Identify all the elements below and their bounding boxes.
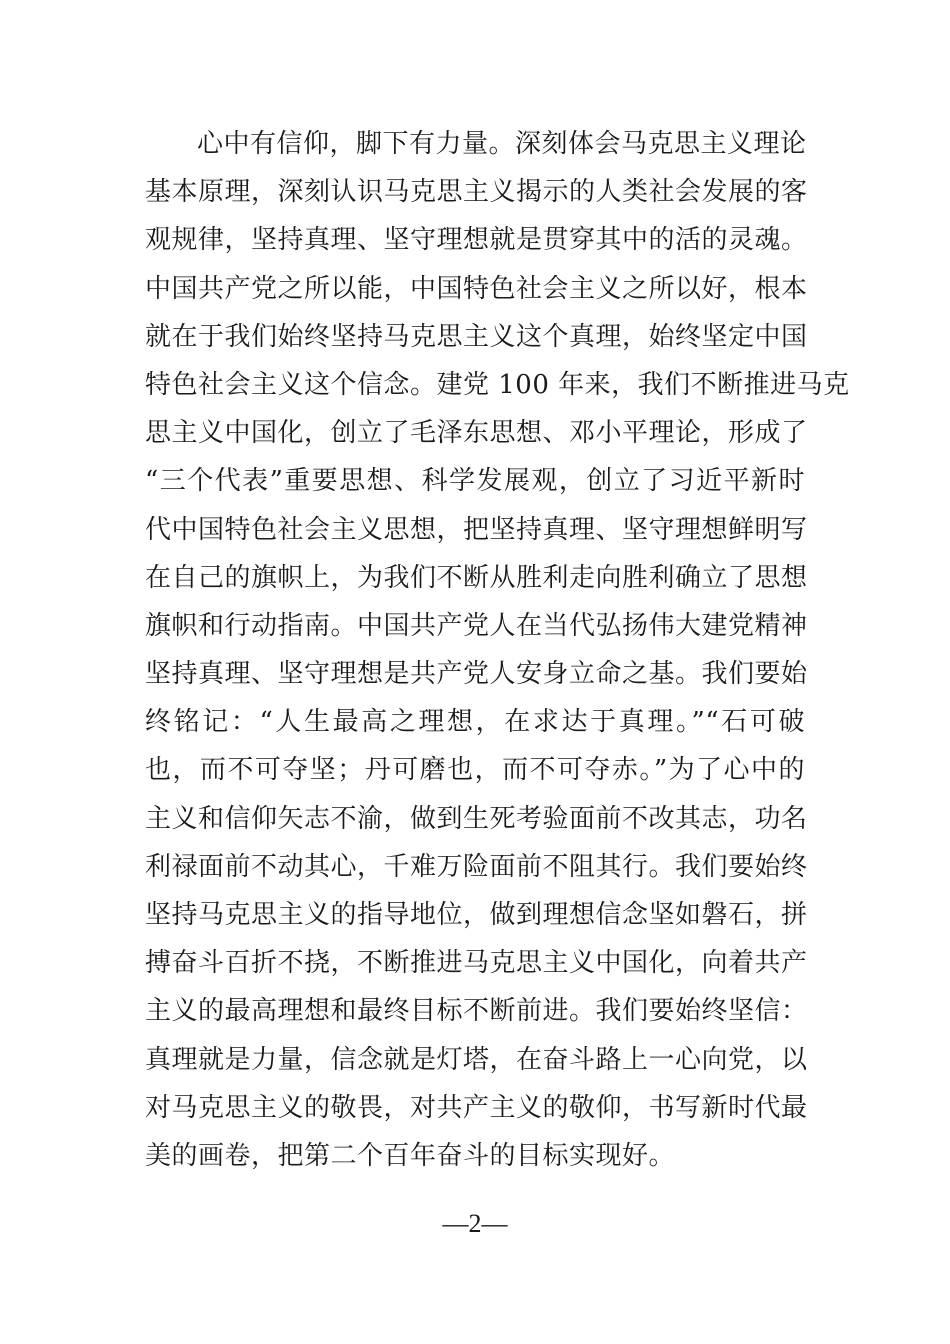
paragraph-line: 旗帜和行动指南。中国共产党人在当代弘扬伟大建党精神 [145,610,808,641]
paragraph-line: “三个代表”重要思想、科学发展观，创立了习近平新时 [145,466,805,497]
paragraph-line: 主义和信仰矢志不渝，做到生死考验面前不改其志，功名 [145,803,808,834]
paragraph-line: 就在于我们始终坚持马克思主义这个真理，始终坚定中国 [145,321,808,352]
paragraph-line: 利禄面前不动其心，千难万险面前不阻其行。我们要始终 [145,851,808,882]
paragraph-line: 美的画卷，把第二个百年奋斗的目标实现好。 [145,1140,676,1171]
paragraph-line: 基本原理，深刻认识马克思主义揭示的人类社会发展的客 [145,177,808,208]
paragraph-line: 特色社会主义这个信念。建党 100 年来，我们不断推进马克 [145,369,850,400]
paragraph-line: 也，而不可夺坚；丹可磨也，而不可夺赤。”为了心中的 [145,755,805,786]
paragraph-line: 心中有信仰，脚下有力量。深刻体会马克思主义理论 [197,129,807,159]
paragraph-line: 对马克思主义的敬畏，对共产主义的敬仰，书写新时代最 [145,1092,808,1123]
paragraph-line: 在自己的旗帜上，为我们不断从胜利走向胜利确立了思想 [145,562,808,593]
paragraph-line: 坚持真理、坚守理想是共产党人安身立命之基。我们要始 [145,659,808,690]
paragraph-line: 主义的最高理想和最终目标不断前进。我们要始终坚信： [145,996,808,1027]
paragraph-line: 真理就是力量，信念就是灯塔，在奋斗路上一心向党，以 [145,1044,808,1075]
paragraph-line: 坚持马克思主义的指导地位，做到理想信念坚如磐石，拼 [145,900,808,930]
paragraph-line: 终铭记：“人生最高之理想，在求达于真理。”“石可破 [145,707,805,738]
paragraph-line: 代中国特色社会主义思想，把坚持真理、坚守理想鲜明写 [145,514,808,545]
body-paragraph [145,120,850,1180]
page-number: —2— [442,1209,508,1238]
paragraph-line: 中国共产党之所以能，中国特色社会主义之所以好，根本 [145,273,808,304]
paragraph-line: 思主义中国化，创立了毛泽东思想、邓小平理论，形成了 [145,418,808,449]
paragraph-line: 搏奋斗百折不挠，不断推进马克思主义中国化，向着共产 [145,948,808,979]
paragraph-line: 观规律，坚持真理、坚守理想就是贯穿其中的活的灵魂。 [145,225,808,256]
